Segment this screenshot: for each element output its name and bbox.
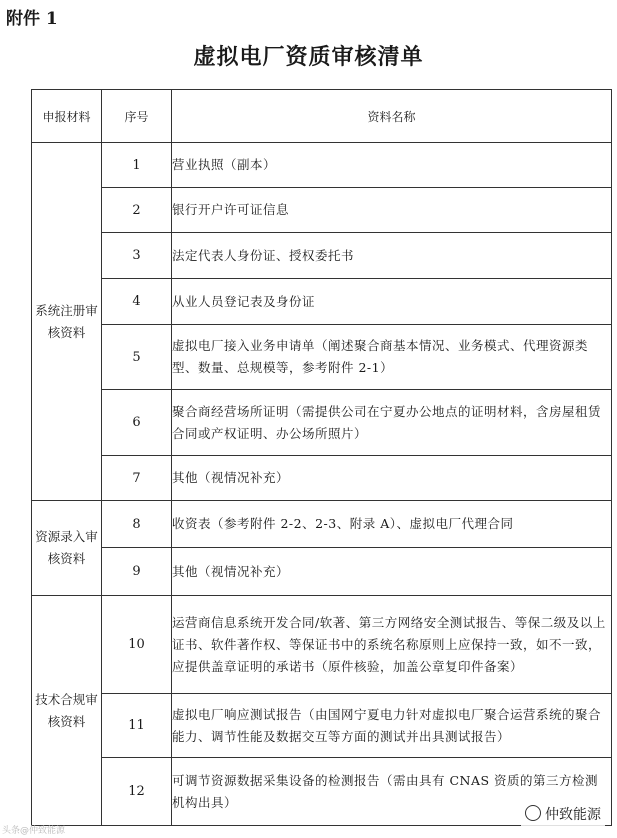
row-number: 7 <box>102 456 172 501</box>
table-row <box>32 325 612 390</box>
watermark <box>521 802 605 826</box>
row-number: 3 <box>102 233 172 279</box>
row-number: 2 <box>102 188 172 233</box>
document-name: 法定代表人身份证、授权委托书 <box>172 233 612 279</box>
table-row <box>32 501 612 548</box>
document-name: 银行开户许可证信息 <box>172 188 612 233</box>
category-technical-compliance: 技术合规审核资料 <box>32 596 102 826</box>
document-name: 从业人员登记表及身份证 <box>172 279 612 325</box>
row-number: 10 <box>102 596 172 694</box>
header-name: 资料名称 <box>172 90 612 143</box>
document-name: 营业执照（副本） <box>172 143 612 188</box>
document-name: 运营商信息系统开发合同/软著、第三方网络安全测试报告、等保二级及以上证书、软件著作权、等保证书中的系统名称原则上应保持一致，如不一致，应提供盖章证明的承诺书（原件核验，加盖公章复印件备案） <box>172 596 612 694</box>
watermark-text: 仲致能源 <box>545 807 601 823</box>
wechat-official-account-icon <box>525 805 541 821</box>
document-name: 其他（视情况补充） <box>172 548 612 596</box>
table-row <box>32 548 612 596</box>
category-system-registration: 系统注册审核资料 <box>32 143 102 501</box>
document-name: 收资表（参考附件 2-2、2-3、附录 A）、虚拟电厂代理合同 <box>172 501 612 548</box>
table-row <box>32 390 612 456</box>
table-row <box>32 233 612 279</box>
row-number: 12 <box>102 758 172 826</box>
document-name: 可调节资源数据采集设备的检测报告（需由具有 CNAS 资质的第三方检测机构出具） <box>172 758 612 826</box>
table-row <box>32 279 612 325</box>
header-category: 申报材料 <box>32 90 102 143</box>
row-number: 4 <box>102 279 172 325</box>
document-name: 聚合商经营场所证明（需提供公司在宁夏办公地点的证明材料，含房屋租赁合同或产权证明、办公场所照片） <box>172 390 612 456</box>
watermark-small: 头条@仲致能源 <box>2 826 66 836</box>
row-number: 5 <box>102 325 172 390</box>
row-number: 8 <box>102 501 172 548</box>
row-number: 11 <box>102 694 172 758</box>
row-number: 6 <box>102 390 172 456</box>
document-name: 虚拟电厂接入业务申请单（阐述聚合商基本情况、业务模式、代理资源类型、数量、总规模等，参考附件 2-1） <box>172 325 612 390</box>
row-number: 1 <box>102 143 172 188</box>
table-row <box>32 143 612 188</box>
document-name: 其他（视情况补充） <box>172 456 612 501</box>
table-header-row <box>32 90 612 143</box>
table-row <box>32 456 612 501</box>
category-resource-entry: 资源录入审核资料 <box>32 501 102 596</box>
table-row <box>32 596 612 694</box>
review-checklist-table <box>31 89 612 826</box>
page-title: 虚拟电厂资质审核清单 <box>193 45 424 70</box>
header-number: 序号 <box>102 90 172 143</box>
document-name: 虚拟电厂响应测试报告（由国网宁夏电力针对虚拟电厂聚合运营系统的聚合能力、调节性能及数据交互等方面的测试并出具测试报告） <box>172 694 612 758</box>
attachment-label: 附件 1 <box>6 9 58 29</box>
table-row <box>32 188 612 233</box>
table-row <box>32 694 612 758</box>
row-number: 9 <box>102 548 172 596</box>
